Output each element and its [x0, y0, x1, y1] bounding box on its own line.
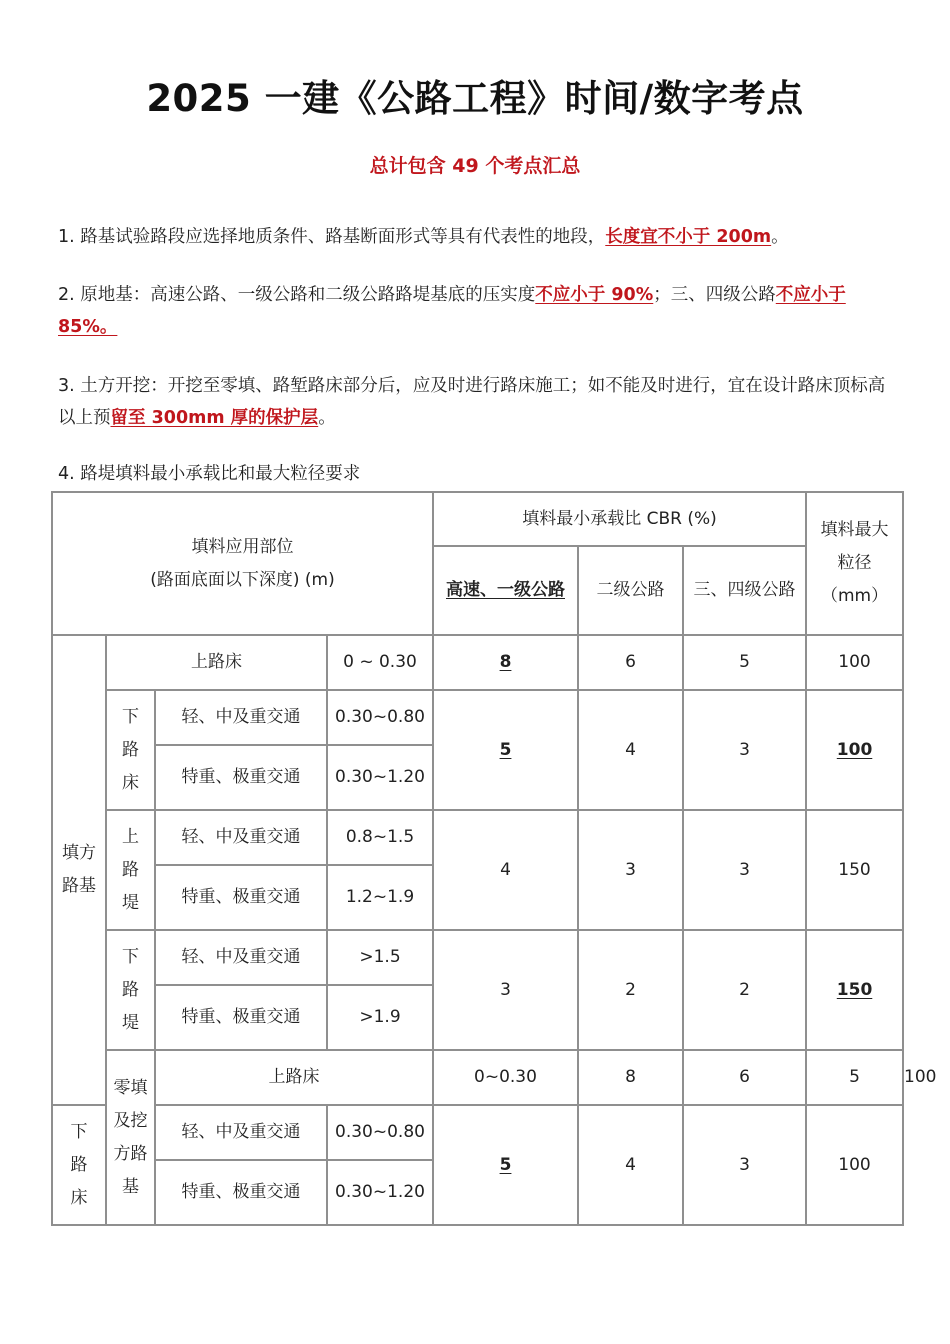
cut-lower-bed-label: 下 路 床	[52, 1105, 106, 1225]
header-part-line2: (路面底面以下深度) (m)	[150, 569, 335, 590]
header-max-size	[806, 492, 903, 635]
fill-lower-emb-third: 2	[683, 930, 806, 1050]
header-application-part	[52, 492, 433, 635]
fill-lower-bed-second: 4	[578, 690, 683, 810]
traffic-type: 轻、中及重交通	[155, 810, 327, 865]
cut-upper-bed-second: 6	[683, 1050, 806, 1105]
traffic-type: 特重、极重交通	[155, 865, 327, 930]
fill-upper-emb-second: 3	[578, 810, 683, 930]
point-highlight: 不应小于 90%	[535, 285, 654, 305]
cut-subgrade-label: 零填 及挖 方路 基	[106, 1050, 155, 1225]
header-max-size-l1: 填料最大	[820, 520, 889, 540]
fill-upper-bed-second: 6	[578, 635, 683, 690]
header-max-size-l3: （mm）	[820, 586, 889, 606]
traffic-type: 特重、极重交通	[155, 745, 327, 810]
fill-subgrade-label: 填方 路基	[52, 635, 106, 1105]
fill-upper-emb-third: 3	[683, 810, 806, 930]
fill-upper-bed-label: 上路床	[106, 635, 327, 690]
cut-lower-bed-max: 100	[806, 1105, 903, 1225]
traffic-type: 轻、中及重交通	[155, 930, 327, 985]
cut-upper-bed-highway: 8	[578, 1050, 683, 1105]
depth-range: 0.30~0.80	[327, 690, 433, 745]
cut-upper-bed-label: 上路床	[155, 1050, 433, 1105]
depth-range: >1.5	[327, 930, 433, 985]
point-3	[58, 370, 900, 434]
traffic-type: 特重、极重交通	[155, 1160, 327, 1225]
point-highlight: 长度宜不小于 200m	[605, 227, 772, 247]
header-part-line1: 填料应用部位	[191, 536, 294, 557]
point-highlight-2: 不应小于 85%。	[58, 285, 846, 337]
page-subtitle: 总计包含 49 个考点汇总	[369, 155, 581, 177]
cut-lower-bed-third: 3	[683, 1105, 806, 1225]
fill-upper-bed-depth: 0 ~ 0.30	[327, 635, 433, 690]
traffic-type: 轻、中及重交通	[155, 1105, 327, 1160]
fill-lower-emb-second: 2	[578, 930, 683, 1050]
fill-upper-bed-highway: 8	[433, 635, 578, 690]
fill-lower-emb-label: 下 路 堤	[106, 930, 155, 1050]
header-second-class: 二级公路	[578, 546, 683, 635]
fill-lower-bed-label: 下 路 床	[106, 690, 155, 810]
fill-upper-emb-max: 150	[806, 810, 903, 930]
header-max-size-l2: 粒径	[837, 553, 872, 573]
point-highlight: 留至 300mm 厚的保护层	[110, 408, 319, 428]
cut-upper-bed-depth: 0~0.30	[433, 1050, 578, 1105]
point-text-mid: ；三、四级公路	[653, 285, 776, 305]
depth-range: 0.30~1.20	[327, 1160, 433, 1225]
cbr-requirements-table: 填料应用部位 (路面底面以下深度) (m) 填料最小承载比 CBR (%) 填料最大 粒径 （mm） 高速、一级公路 二级公路 三、四级公路 填方 路基 上路床 0 ~ 0.30 8 6 5 100 下 路 床 轻、中及重交通 0.30~0.80 5 4 3 100 特重、极重交通 0.30~1.20 上 路 堤 轻、中及重交通 0.8~1.5 4 3 3 150 特重、极重交通 1.2~1.9 下 路 堤 轻、中及重交通 >1.5 3 2 2 150 特重、极重交通 >1.9 零填 及挖 方路 基 上路床 0~0.30 8 6 5 100 下 路 床 轻、中及重交通 0.30~0.80 5 4 3 100 特重、极重交通 0.30~1.20	[51, 491, 904, 1226]
fill-lower-bed-third: 3	[683, 690, 806, 810]
point-text: 路基试验路段应选择地质条件、路基断面形式等具有代表性的地段，	[80, 227, 606, 247]
point-number: 2.	[58, 285, 75, 305]
header-cbr-group: 填料最小承载比 CBR (%)	[433, 492, 806, 546]
point-text: 路堤填料最小承载比和最大粒径要求	[80, 464, 361, 484]
header-third-fourth-class: 三、四级公路	[683, 546, 806, 635]
point-2	[58, 279, 900, 343]
fill-upper-bed-max: 100	[806, 635, 903, 690]
point-text: 土方开挖：开挖至零填、路堑路床部分后，应及时进行路床施工；如不能及时进行，宜在设计路床顶标高以上预	[58, 376, 886, 428]
page-title: 2025 一建《公路工程》时间/数字考点	[146, 77, 804, 120]
point-number: 1.	[58, 227, 75, 247]
traffic-type: 轻、中及重交通	[155, 690, 327, 745]
fill-upper-emb-label: 上 路 堤	[106, 810, 155, 930]
cut-lower-bed-highway: 5	[433, 1105, 578, 1225]
cut-lower-bed-second: 4	[578, 1105, 683, 1225]
depth-range: 1.2~1.9	[327, 865, 433, 930]
depth-range: >1.9	[327, 985, 433, 1050]
depth-range: 0.30~1.20	[327, 745, 433, 810]
traffic-type: 特重、极重交通	[155, 985, 327, 1050]
point-text-end: 。	[318, 408, 336, 428]
point-number: 4.	[58, 464, 75, 484]
fill-upper-emb-highway: 4	[433, 810, 578, 930]
fill-lower-emb-max: 150	[806, 930, 903, 1050]
depth-range: 0.8~1.5	[327, 810, 433, 865]
cut-upper-bed-third: 5	[806, 1050, 903, 1105]
point-4	[58, 458, 900, 490]
header-highway: 高速、一级公路	[433, 546, 578, 635]
fill-lower-bed-max: 100	[806, 690, 903, 810]
point-text: 原地基：高速公路、一级公路和二级公路路堤基底的压实度	[80, 285, 536, 305]
fill-lower-bed-highway: 5	[433, 690, 578, 810]
depth-range: 0.30~0.80	[327, 1105, 433, 1160]
point-text-end: 。	[771, 227, 789, 247]
fill-upper-bed-third: 5	[683, 635, 806, 690]
point-number: 3.	[58, 376, 75, 396]
fill-lower-emb-highway: 3	[433, 930, 578, 1050]
point-1	[58, 221, 900, 253]
